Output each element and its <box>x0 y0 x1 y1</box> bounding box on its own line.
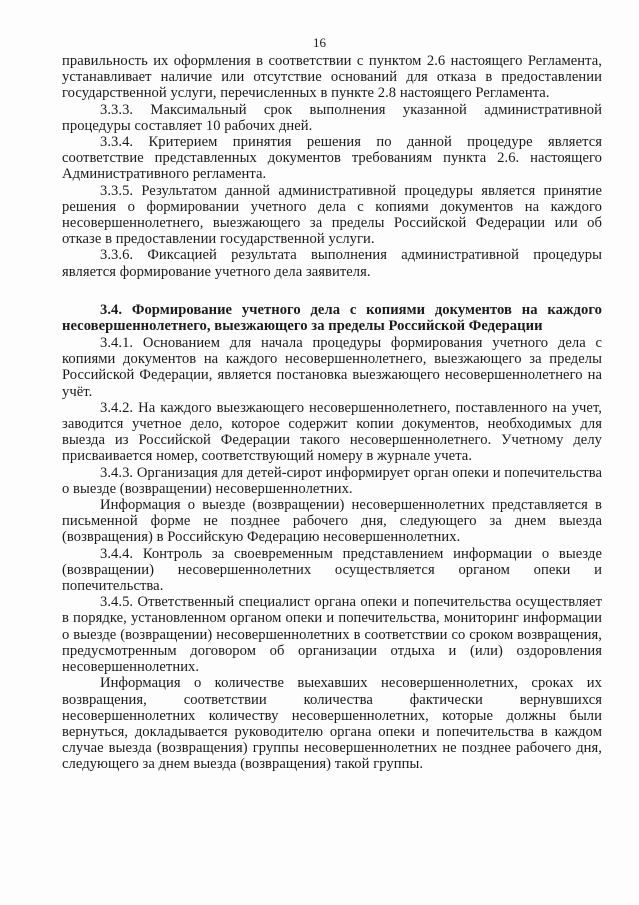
section-heading-3-4: 3.4. Формирование учетного дела с копиями документов на каждого несовершеннолетнего, выезжающего за пределы Российской Федерации <box>62 301 602 335</box>
page-number: 16 <box>313 35 326 50</box>
paragraph-3-3-2-continuation: правильность их оформления в соответствии с пунктом 2.6 настоящего Регламента, устанавливает наличие или отсутствие оснований для отказа в предоставлении государственной услуги, перечисленных в пункте 2.8 настоящего Регламента. <box>62 53 602 102</box>
paragraph-3-4-5: 3.4.5. Ответственный специалист органа опеки и попечительства осуществляет в порядке, установленном органом опеки и попечительства, мониторинг информации о выезде (возвращении) несовершеннолетних в соответствии со сроком возвращения, предусмотренным договором об организации отдыха и (или) оздоровления несовершеннолетних. <box>62 594 602 676</box>
paragraph-3-4-3: 3.4.3. Организация для детей-сирот информирует орган опеки и попечительства о выезде (возвращении) несовершеннолетних. <box>62 464 602 497</box>
paragraph-3-4-5-info: Информация о количестве выехавших несовершеннолетних, сроках их возвращения, соответствии количества фактически вернувшихся несовершеннолетних количеству несовершеннолетних, которые должны были вернуться, докладывается руководителю органа опеки и попечительства в каждом случае выезда (возвращения) группы несовершеннолетних не позднее рабочего дня, следующего за днем выезда (возвращения) такой группы. <box>62 675 602 773</box>
paragraph-3-4-2: 3.4.2. На каждого выезжающего несовершеннолетнего, поставленного на учет, заводится учетное дело, которое содержит копии документов, необходимых для выезда из Российской Федерации такого несовершеннолетнего. Учетному делу присваивается номер, соответствующий номеру в журнале учета. <box>62 399 602 465</box>
paragraph-3-4-3-info: Информация о выезде (возвращении) несовершеннолетних представляется в письменной форме не позднее рабочего дня, следующего за днем выезда (возвращения) в Российскую Федерацию несовершеннолетних. <box>62 497 602 546</box>
paragraph-3-3-4: 3.3.4. Критерием принятия решения по данной процедуре является соответствие представленных документов требованиям пункта 2.6. настоящего Административного регламента. <box>62 134 602 183</box>
paragraph-3-4-4: 3.4.4. Контроль за своевременным представлением информации о выезде (возвращении) несовершеннолетних осуществляется органом опеки и попечительства. <box>62 545 602 595</box>
paragraph-3-3-5: 3.3.5. Результатом данной административной процедуры является принятие решения о формировании учетного дела с копиями документов на каждого несовершеннолетнего, выезжающего за пределы Российской Федерации или об отказе в предоставлении государственной услуги. <box>62 182 602 248</box>
paragraph-3-3-3: 3.3.3. Максимальный срок выполнения указанной административной процедуры составляет 10 рабочих дней. <box>62 101 602 134</box>
paragraph-3-4-1: 3.4.1. Основанием для начала процедуры формирования учетного дела с копиями документов на каждого несовершеннолетнего, выезжающего за пределы Российской Федерации, является постановка выезжающего несовершеннолетнего на учёт. <box>62 335 602 400</box>
document-body <box>62 53 602 773</box>
paragraph-3-3-6: 3.3.6. Фиксацией результата выполнения административной процедуры является формирование учетного дела заявителя. <box>62 247 602 280</box>
